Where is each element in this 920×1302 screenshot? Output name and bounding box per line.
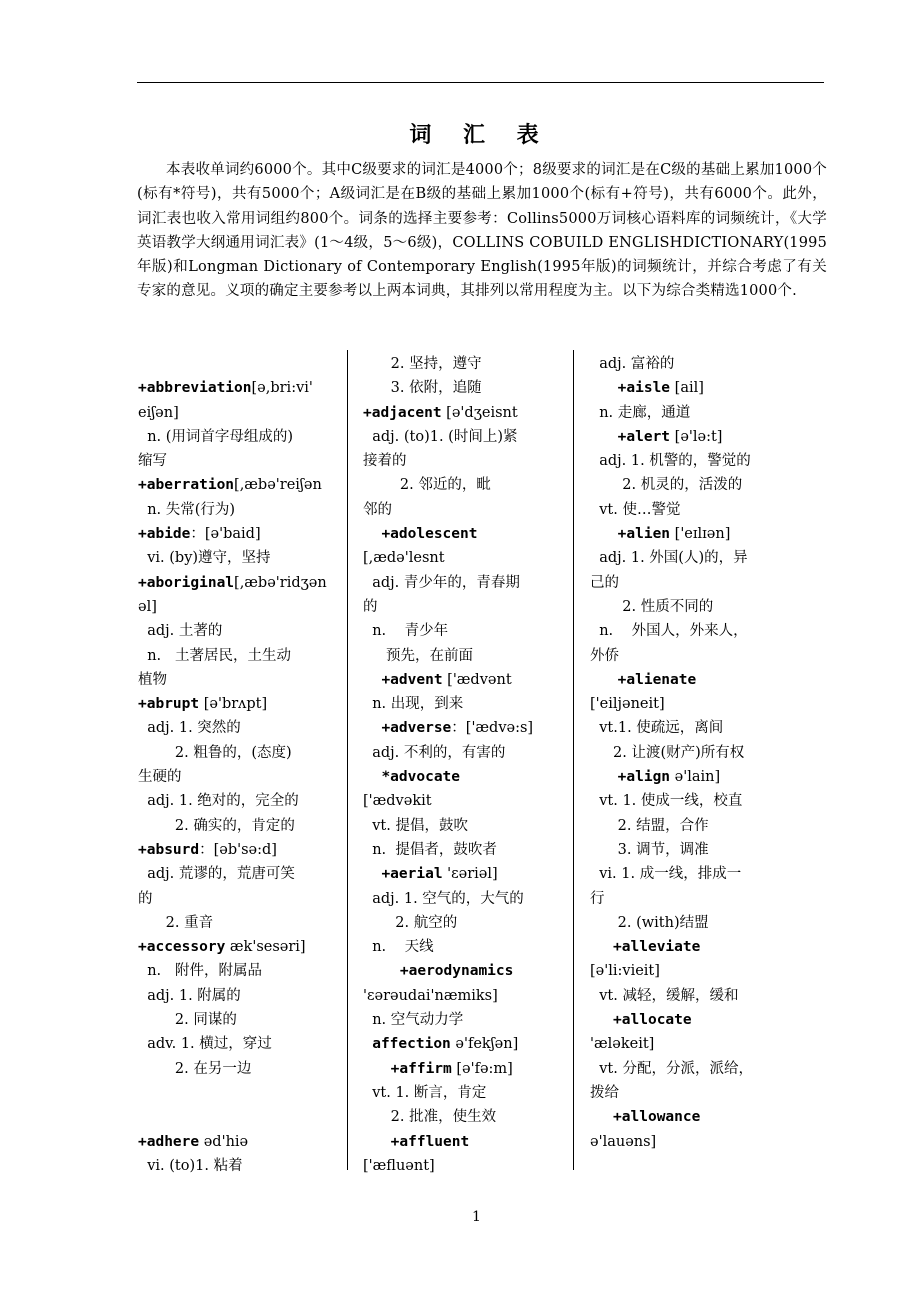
vocab-line: adj. 1. 绝对的，完全的: [138, 793, 299, 810]
vocab-line: 生硬的: [138, 769, 182, 786]
headword: +affirm: [390, 1060, 452, 1077]
vocab-line: 'æləkeit]: [590, 1036, 655, 1053]
vocab-line: [590, 935, 815, 959]
column-divider-2: [573, 350, 574, 1170]
vocab-line: adj. 1. 机警的，警觉的: [590, 453, 751, 470]
vocab-column-2: [363, 352, 568, 1178]
vocab-line: n. 天线: [363, 939, 434, 956]
vocab-line: 2. 航空的: [363, 914, 458, 931]
headword: +abide: [138, 526, 191, 543]
vocab-line: vt. 减轻，缓解，缓和: [590, 987, 739, 1004]
vocab-line: ['ædvəkit: [363, 793, 432, 810]
vocab-line: 2. 确实的，肯定的: [138, 817, 295, 834]
vocab-line: n. 外国人，外来人，: [590, 623, 748, 640]
vocab-line: +abrupt [ə'brʌpt]: [138, 696, 268, 713]
vocab-line: n. 失常(行为): [138, 501, 236, 518]
vocab-line: 2. 同谋的: [138, 1012, 237, 1029]
vocab-line: +aisle [ail]: [617, 380, 704, 397]
vocab-line: 预先，在前面: [363, 647, 474, 664]
headword: +absurd: [138, 841, 200, 858]
vocab-line: +adhere əd'hiə: [138, 1133, 249, 1150]
vocab-line: vi. (by)遵守，坚持: [138, 550, 271, 567]
vocab-line: vt. 1. 使成一线，校直: [590, 793, 743, 810]
vocab-line: [590, 1105, 815, 1129]
headword: +advent: [381, 671, 443, 688]
vocab-line: [138, 352, 343, 376]
headword: +alien: [617, 526, 671, 543]
vocab-line: 行: [590, 890, 605, 907]
vocab-line: 2. 坚持，遵守: [363, 356, 482, 372]
headword: *advocate: [381, 769, 461, 786]
page-number: 1: [472, 1209, 481, 1225]
vocab-line: vt. 1. 断言，肯定: [363, 1084, 487, 1101]
vocab-line: 2. 批准，使生效: [363, 1109, 497, 1126]
headword: +alert: [617, 428, 671, 445]
vocab-line: adj. 1. 突然的: [138, 720, 241, 737]
vocab-line: adj. 1. 附属的: [138, 987, 241, 1004]
vocab-line: +aerial 'ɛəriəl]: [381, 866, 498, 883]
headword: +adjacent: [363, 404, 442, 421]
vocab-line: 的: [138, 890, 153, 907]
vocab-line: +adjacent [ə'dʒeisnt: [363, 404, 518, 421]
vocab-line: [,ædə'lesnt: [363, 550, 445, 567]
vocab-line: 2. 机灵的，活泼的: [590, 477, 743, 494]
vocab-line: əl]: [138, 598, 157, 615]
vocab-line: +accessory æk'sesəri]: [138, 939, 306, 956]
vocab-line: +adverse：['ædvə:s]: [381, 720, 534, 737]
vocab-line: vt. 提倡，鼓吹: [363, 817, 468, 834]
vocab-line: +align ə'lain]: [617, 769, 721, 786]
vocab-column-3: [590, 352, 815, 1154]
vocab-column-1: [138, 352, 343, 1178]
headword: +aisle: [617, 380, 671, 397]
vocab-line: 2. 邻近的，毗: [363, 477, 491, 494]
vocab-line: +alien ['eɪlɪən]: [617, 526, 731, 543]
vocab-line: 接着的: [363, 453, 407, 470]
vocab-line: [363, 765, 568, 789]
vocab-line: ['eiljəneit]: [590, 696, 665, 713]
vocab-line: 的: [363, 598, 378, 615]
vocab-line: 2. 粗鲁的，(态度): [138, 744, 292, 761]
headword: +affluent: [390, 1133, 470, 1150]
vocab-line: n. 出现，到来: [363, 696, 464, 713]
vocab-line: [590, 668, 815, 692]
vocab-line: vt. 分配，分派，派给，: [590, 1060, 753, 1077]
vocab-line: vi. (to)1. 粘着: [138, 1157, 243, 1174]
headword: +abrupt: [138, 696, 200, 713]
vocab-line: 3. 依附，追随: [363, 380, 482, 397]
page-title: 词 汇 表: [409, 122, 551, 148]
vocab-line: [138, 1105, 343, 1129]
vocab-line: [363, 522, 568, 546]
intro-text: 本表收单词约6000个。其中C级要求的词汇是4000个；8级要求的词汇是在C级的基础上累加1000个(标有*符号)，共有5000个；A级词汇是在B级的基础上累加1000个(标有+符号)，共有6000个。此外，词汇表也收入常用词组约800个。词条的选择主要参考：Collins5000万词核心语料库的词频统计，《大学英语教学大纲通用词汇表》(1～4级，5～6级)，COLLINS COBUILD ENGLISHDICTIONARY(1995年版)和Longman Dictionary of Contemporary English(1995年版)的词频统计，并综合考虑了有关专家的意见。义项的确定主要参考以上两本词典，其排列以常用程度为主。以下为综合类精选1000个.: [137, 162, 827, 300]
vocab-line: 2. 在另一边: [138, 1060, 252, 1077]
vocab-line: vt. 使…警觉: [590, 501, 681, 518]
vocab-line: +absurd：[əb'sə:d]: [138, 841, 277, 858]
vocab-line: adj. 土著的: [138, 623, 223, 640]
vocab-line: n. 走廊，通道: [590, 404, 691, 421]
headword: +allocate: [613, 1012, 692, 1029]
vocab-line: 3. 调节，调准: [590, 841, 709, 858]
vocab-line: vt.1. 使疏远，离间: [590, 720, 724, 737]
vocab-line: adj. 1. 空气的，大气的: [363, 890, 524, 907]
vocab-line: +advent ['ædvənt: [381, 671, 512, 688]
vocab-line: [363, 959, 568, 983]
column-divider-1: [347, 350, 348, 1170]
vocab-line: n. (用词首字母组成的): [138, 428, 294, 445]
headword: +aberration: [138, 477, 235, 494]
headword: +alienate: [617, 671, 697, 688]
headword: +abbreviation: [138, 380, 252, 397]
vocab-line: adj. 青少年的，青春期: [363, 574, 520, 591]
vocab-line: adj. 荒谬的，荒唐可笑: [138, 866, 295, 883]
vocab-line: n. 提倡者，鼓吹者: [363, 841, 497, 858]
vocab-line: 缩写: [138, 453, 167, 470]
vocab-line: +aboriginal[,æbə'ridʒən: [138, 574, 327, 591]
headword: +adhere: [138, 1133, 200, 1150]
vocab-line: [590, 1008, 815, 1032]
headword: +aerial: [381, 866, 443, 883]
vocab-line: ə'lauəns]: [590, 1133, 657, 1150]
headword: +alleviate: [613, 939, 701, 956]
vocab-line: adj. (to)1. (时间上)紧: [363, 428, 518, 445]
vocab-line: 2. 性质不同的: [590, 598, 714, 615]
headword: +aerodynamics: [399, 963, 514, 980]
vocab-line: 2. 结盟，合作: [590, 817, 709, 834]
vocab-line: affection ə'fekʃən]: [372, 1036, 519, 1053]
vocab-line: n. 青少年: [363, 623, 449, 640]
vocab-line: eiʃən]: [138, 404, 179, 421]
vocab-line: adv. 1. 横过，穿过: [138, 1036, 272, 1053]
intro-paragraph: [137, 158, 827, 304]
vocab-line: +aberration[,æbə'reiʃən: [138, 477, 322, 494]
vocab-line: adj. 不利的，有害的: [363, 744, 506, 761]
vocab-line: ['æfluənt]: [363, 1157, 435, 1174]
headword: +adverse: [381, 720, 452, 737]
headword: +accessory: [138, 939, 226, 956]
headword: +adolescent: [381, 526, 478, 543]
vocab-line: 2. 让渡(财产)所有权: [590, 744, 745, 761]
vocab-line: vi. 1. 成一线，排成一: [590, 866, 742, 883]
vocab-line: adj. 富裕的: [590, 356, 675, 372]
vocab-line: n. 土著居民，土生动: [138, 647, 291, 664]
vocab-line: [138, 1081, 343, 1105]
vocab-line: +affirm [ə'fə:m]: [390, 1060, 513, 1077]
vocab-line: 2. 重音: [138, 914, 214, 931]
header-rule: [137, 82, 824, 83]
vocab-line: +alert [ə'lə:t]: [617, 428, 723, 445]
headword: +aboriginal: [138, 574, 235, 591]
vocab-line: adj. 1. 外国(人)的，异: [590, 550, 748, 567]
vocab-line: [ə'li:vieit]: [590, 963, 660, 980]
vocab-line: 拨给: [590, 1084, 619, 1101]
vocab-line: 'ɛərəudai'næmiks]: [363, 987, 498, 1004]
vocab-line: +abide：[ə'baid]: [138, 526, 261, 543]
vocab-line: +abbreviation[ə,bri:vi': [138, 380, 313, 397]
vocab-line: [363, 1130, 568, 1154]
headword: +allowance: [613, 1109, 701, 1126]
vocab-line: n. 附件，附属品: [138, 963, 262, 980]
vocab-line: 己的: [590, 574, 619, 591]
vocab-line: n. 空气动力学: [363, 1012, 464, 1029]
vocab-line: 2. (with)结盟: [590, 914, 709, 931]
headword: affection: [372, 1036, 451, 1053]
vocab-line: 外侨: [590, 647, 619, 664]
vocab-line: 植物: [138, 671, 167, 688]
headword: +align: [617, 769, 671, 786]
vocab-line: 邻的: [363, 501, 392, 518]
